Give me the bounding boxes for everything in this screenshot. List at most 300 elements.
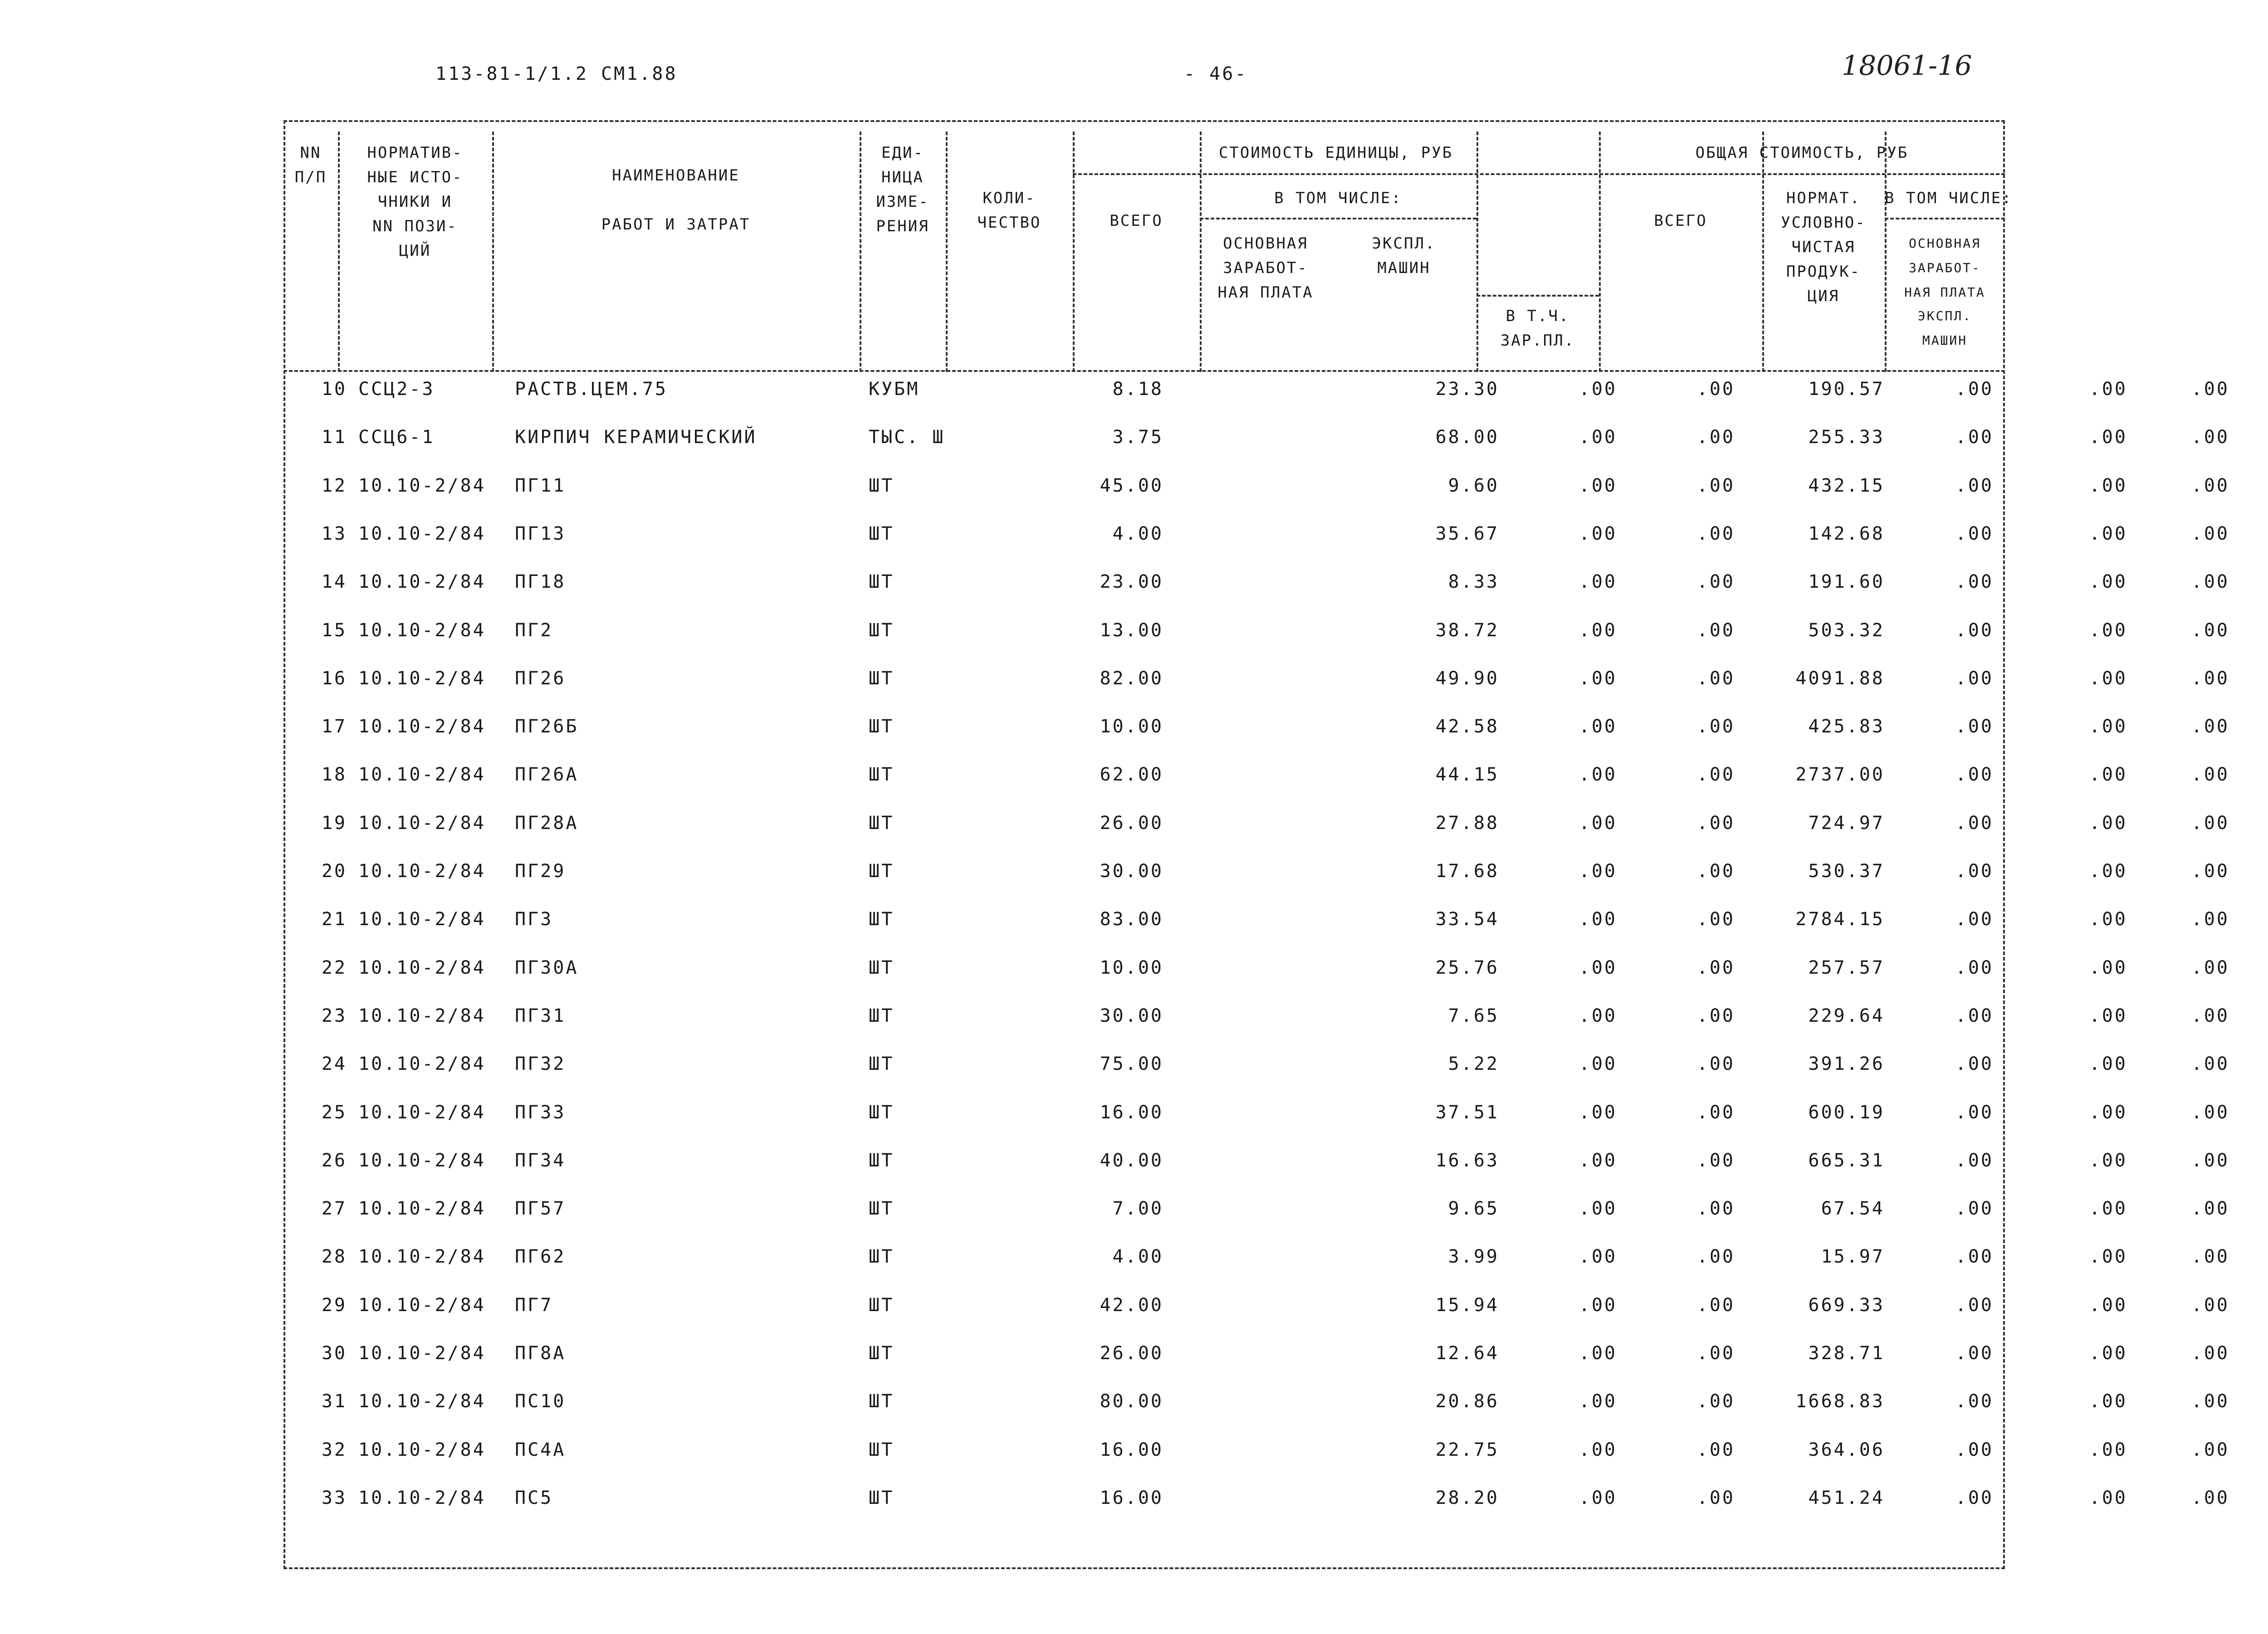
header-unit-cost: СТОИМОСТЬ ЕДИНИЦЫ, РУБ [1218, 144, 1453, 162]
cell-unit-wage: .00 [1579, 1295, 1617, 1316]
cell-normative-output: .00 [1955, 1488, 1994, 1508]
cell-row-number: 14 [321, 571, 347, 592]
cell-unit-wage: .00 [1579, 813, 1617, 834]
cell-total-machine: .00 [2191, 379, 2229, 400]
cell-unit-wage: .00 [1579, 716, 1617, 737]
header-qty: КОЛИ- ЧЕСТВО [977, 189, 1041, 232]
cell-total-cost: 1668.83 [1795, 1391, 1885, 1412]
cell-unit-machine: .00 [1696, 1005, 1735, 1026]
cell-norm-source: 10.10-2/84 [358, 909, 486, 930]
cell-work-name: ПГ57 [515, 1198, 566, 1219]
cell-unit-machine: .00 [1696, 909, 1735, 930]
cell-unit-wage: .00 [1579, 861, 1617, 882]
table-row [284, 379, 2229, 427]
cell-quantity: 80.00 [1100, 1391, 1163, 1412]
cell-total-cost: 328.71 [1808, 1343, 1885, 1364]
cell-quantity: 16.00 [1100, 1488, 1163, 1508]
cell-work-name: ПГ30А [515, 957, 579, 978]
cell-unit: ШТ [869, 764, 894, 785]
cell-unit-machine: .00 [1696, 716, 1735, 737]
cell-unit-wage: .00 [1579, 1150, 1617, 1171]
header-total-mach: ЭКСПЛ. МАШИН [1917, 308, 1972, 348]
cell-total-wage: .00 [2089, 1295, 2127, 1316]
cell-total-wage: .00 [2089, 1198, 2127, 1219]
cell-unit-wage: .00 [1579, 1391, 1617, 1412]
cell-norm-source: ССЦ2-3 [358, 379, 435, 400]
cell-work-name: ПГ7 [515, 1295, 553, 1316]
cell-work-name: ПГ32 [515, 1054, 566, 1074]
cell-work-name: ПС10 [515, 1391, 566, 1412]
cell-total-wage: .00 [2089, 1488, 2127, 1508]
cell-work-name: ПГ13 [515, 523, 566, 544]
cell-total-machine: .00 [2191, 1246, 2229, 1267]
cell-row-number: 23 [321, 1005, 347, 1026]
cell-unit-wage: .00 [1579, 523, 1617, 544]
cell-unit-cost: 38.72 [1435, 620, 1499, 641]
table-row [284, 716, 2229, 764]
cell-unit-cost: 27.88 [1435, 813, 1499, 834]
cell-normative-output: .00 [1955, 1198, 1994, 1219]
cell-unit: ШТ [869, 1488, 894, 1508]
cell-total-cost: 191.60 [1808, 571, 1885, 592]
cell-work-name: ПГ31 [515, 1005, 566, 1026]
cell-unit: ШТ [869, 716, 894, 737]
cell-normative-output: .00 [1955, 379, 1994, 400]
cell-work-name: РАСТВ.ЦЕМ.75 [515, 379, 668, 400]
cell-total-machine: .00 [2191, 909, 2229, 930]
header-unit-mach: ЭКСПЛ. МАШИН [1372, 234, 1436, 277]
cell-norm-source: 10.10-2/84 [358, 571, 486, 592]
cell-total-wage: .00 [2089, 379, 2127, 400]
cell-norm-source: 10.10-2/84 [358, 1488, 486, 1508]
cell-unit-machine: .00 [1696, 764, 1735, 785]
cell-work-name: ПГ11 [515, 475, 566, 496]
cell-total-cost: 724.97 [1808, 813, 1885, 834]
cell-quantity: 40.00 [1100, 1150, 1163, 1171]
cell-normative-output: .00 [1955, 1439, 1994, 1460]
cell-total-wage: .00 [2089, 1343, 2127, 1364]
cell-norm-source: 10.10-2/84 [358, 1246, 486, 1267]
cell-work-name: ПГ62 [515, 1246, 566, 1267]
cell-normative-output: .00 [1955, 957, 1994, 978]
cell-unit: ШТ [869, 1054, 894, 1074]
cell-row-number: 20 [321, 861, 347, 882]
cell-quantity: 26.00 [1100, 813, 1163, 834]
cell-total-machine: .00 [2191, 1102, 2229, 1123]
cell-quantity: 83.00 [1100, 909, 1163, 930]
cell-quantity: 23.00 [1100, 571, 1163, 592]
cell-row-number: 12 [321, 475, 347, 496]
cell-unit-cost: 17.68 [1435, 861, 1499, 882]
cell-unit-cost: 12.64 [1435, 1343, 1499, 1364]
cell-unit-wage: .00 [1579, 1343, 1617, 1364]
cell-row-number: 16 [321, 668, 347, 689]
cell-normative-output: .00 [1955, 1005, 1994, 1026]
cell-unit-machine: .00 [1696, 379, 1735, 400]
cell-total-cost: 600.19 [1808, 1102, 1885, 1123]
cell-total-machine: .00 [2191, 1488, 2229, 1508]
cell-normative-output: .00 [1955, 427, 1994, 448]
cell-total-wage: .00 [2089, 523, 2127, 544]
cell-normative-output: .00 [1955, 1150, 1994, 1171]
cell-unit-cost: 25.76 [1435, 957, 1499, 978]
cell-row-number: 33 [321, 1488, 347, 1508]
cell-norm-source: 10.10-2/84 [358, 957, 486, 978]
cell-total-wage: .00 [2089, 1391, 2127, 1412]
cell-norm-source: 10.10-2/84 [358, 1343, 486, 1364]
cell-quantity: 7.00 [1112, 1198, 1163, 1219]
cell-total-wage: .00 [2089, 764, 2127, 785]
cell-row-number: 31 [321, 1391, 347, 1412]
cell-unit-wage: .00 [1579, 1488, 1617, 1508]
header-total-norm: НОРМАТ. УСЛОВНО- ЧИСТАЯ ПРОДУК- ЦИЯ [1781, 189, 1866, 305]
cell-total-cost: 255.33 [1808, 427, 1885, 448]
cell-work-name: ПГ29 [515, 861, 566, 882]
table-row [284, 1343, 2229, 1391]
table-row [284, 1488, 2229, 1536]
cell-total-machine: .00 [2191, 620, 2229, 641]
cell-total-cost: 364.06 [1808, 1439, 1885, 1460]
header-name: НАИМЕНОВАНИЕ РАБОТ И ЗАТРАТ [601, 166, 751, 234]
cell-unit-wage: .00 [1579, 957, 1617, 978]
cell-row-number: 19 [321, 813, 347, 834]
cell-total-cost: 432.15 [1808, 475, 1885, 496]
cell-unit-machine: .00 [1696, 1246, 1735, 1267]
table-row [284, 475, 2229, 523]
cell-row-number: 13 [321, 523, 347, 544]
cell-unit-wage: .00 [1579, 1054, 1617, 1074]
cell-quantity: 4.00 [1112, 1246, 1163, 1267]
table-row [284, 1054, 2229, 1102]
cell-unit-cost: 35.67 [1435, 523, 1499, 544]
cell-norm-source: 10.10-2/84 [358, 620, 486, 641]
cell-total-machine: .00 [2191, 427, 2229, 448]
cell-total-machine: .00 [2191, 716, 2229, 737]
cell-unit: ШТ [869, 523, 894, 544]
cell-quantity: 26.00 [1100, 1343, 1163, 1364]
table-row [284, 668, 2229, 716]
table-row [284, 1150, 2229, 1198]
cell-unit-cost: 68.00 [1435, 427, 1499, 448]
cell-total-wage: .00 [2089, 475, 2127, 496]
cell-row-number: 27 [321, 1198, 347, 1219]
cell-unit-cost: 49.90 [1435, 668, 1499, 689]
table-row [284, 1439, 2229, 1488]
cell-normative-output: .00 [1955, 1054, 1994, 1074]
cell-row-number: 30 [321, 1343, 347, 1364]
table-row [284, 813, 2229, 861]
cell-unit-wage: .00 [1579, 475, 1617, 496]
cell-unit-machine: .00 [1696, 861, 1735, 882]
table-row [284, 764, 2229, 812]
cell-unit-wage: .00 [1579, 764, 1617, 785]
cell-unit-cost: 20.86 [1435, 1391, 1499, 1412]
cell-work-name: ПС5 [515, 1488, 553, 1508]
cell-total-machine: .00 [2191, 475, 2229, 496]
cell-row-number: 21 [321, 909, 347, 930]
cell-norm-source: ССЦ6-1 [358, 427, 435, 448]
cell-total-cost: 142.68 [1808, 523, 1885, 544]
cell-normative-output: .00 [1955, 861, 1994, 882]
cell-total-machine: .00 [2191, 1150, 2229, 1171]
cell-norm-source: 10.10-2/84 [358, 668, 486, 689]
cell-total-cost: 4091.88 [1795, 668, 1885, 689]
cell-total-wage: .00 [2089, 571, 2127, 592]
cell-unit: ШТ [869, 1343, 894, 1364]
cell-work-name: ПГ28А [515, 813, 579, 834]
cell-total-machine: .00 [2191, 1198, 2229, 1219]
cell-total-cost: 67.54 [1821, 1198, 1885, 1219]
cell-work-name: ПГ3 [515, 909, 553, 930]
cell-total-cost: 451.24 [1808, 1488, 1885, 1508]
cell-total-cost: 530.37 [1808, 861, 1885, 882]
cell-row-number: 10 [321, 379, 347, 400]
cell-total-cost: 2737.00 [1795, 764, 1885, 785]
cell-norm-source: 10.10-2/84 [358, 475, 486, 496]
cell-work-name: КИРПИЧ КЕРАМИЧЕСКИЙ [515, 427, 757, 448]
cell-unit-cost: 8.33 [1448, 571, 1499, 592]
cell-total-wage: .00 [2089, 1439, 2127, 1460]
cell-total-wage: .00 [2089, 1150, 2127, 1171]
cell-row-number: 24 [321, 1054, 347, 1074]
cell-unit-machine: .00 [1696, 475, 1735, 496]
cell-quantity: 30.00 [1100, 1005, 1163, 1026]
cell-total-cost: 190.57 [1808, 379, 1885, 400]
cell-unit-cost: 5.22 [1448, 1054, 1499, 1074]
cell-total-cost: 425.83 [1808, 716, 1885, 737]
cell-quantity: 62.00 [1100, 764, 1163, 785]
cell-quantity: 16.00 [1100, 1102, 1163, 1123]
cell-total-cost: 391.26 [1808, 1054, 1885, 1074]
cell-unit-wage: .00 [1579, 909, 1617, 930]
cell-normative-output: .00 [1955, 1246, 1994, 1267]
cell-row-number: 32 [321, 1439, 347, 1460]
table-row [284, 1198, 2229, 1246]
cell-unit-machine: .00 [1696, 957, 1735, 978]
cell-quantity: 4.00 [1112, 523, 1163, 544]
cell-norm-source: 10.10-2/84 [358, 1005, 486, 1026]
cell-unit-cost: 22.75 [1435, 1439, 1499, 1460]
cell-normative-output: .00 [1955, 620, 1994, 641]
cell-normative-output: .00 [1955, 1295, 1994, 1316]
cell-unit: ШТ [869, 620, 894, 641]
cell-norm-source: 10.10-2/84 [358, 1391, 486, 1412]
cell-unit-cost: 9.65 [1448, 1198, 1499, 1219]
cell-work-name: ПГ26 [515, 668, 566, 689]
cell-quantity: 10.00 [1100, 716, 1163, 737]
cell-total-wage: .00 [2089, 909, 2127, 930]
cell-unit-cost: 9.60 [1448, 475, 1499, 496]
header-unit: ЕДИ- НИЦА ИЗМЕ- РЕНИЯ [876, 144, 929, 235]
cell-normative-output: .00 [1955, 475, 1994, 496]
cell-quantity: 3.75 [1112, 427, 1163, 448]
cell-unit-cost: 33.54 [1435, 909, 1499, 930]
cell-normative-output: .00 [1955, 909, 1994, 930]
cell-total-wage: .00 [2089, 861, 2127, 882]
header-total-total: ВСЕГО [1654, 212, 1707, 230]
cell-norm-source: 10.10-2/84 [358, 861, 486, 882]
cell-work-name: ПГ33 [515, 1102, 566, 1123]
cell-work-name: ПГ34 [515, 1150, 566, 1171]
cell-unit: ШТ [869, 475, 894, 496]
cell-quantity: 75.00 [1100, 1054, 1163, 1074]
cell-unit: ШТ [869, 668, 894, 689]
header-total-wage: ОСНОВНАЯ ЗАРАБОТ- НАЯ ПЛАТА [1904, 236, 1985, 300]
cell-row-number: 17 [321, 716, 347, 737]
cell-unit-machine: .00 [1696, 523, 1735, 544]
cell-row-number: 22 [321, 957, 347, 978]
cell-quantity: 8.18 [1112, 379, 1163, 400]
cell-total-wage: .00 [2089, 427, 2127, 448]
cell-unit: ШТ [869, 1150, 894, 1171]
table-row [284, 861, 2229, 909]
cell-total-machine: .00 [2191, 813, 2229, 834]
cell-total-machine: .00 [2191, 1005, 2229, 1026]
cell-norm-source: 10.10-2/84 [358, 1439, 486, 1460]
cell-total-machine: .00 [2191, 957, 2229, 978]
cell-unit-wage: .00 [1579, 1439, 1617, 1460]
cell-unit: ШТ [869, 909, 894, 930]
cell-unit-cost: 3.99 [1448, 1246, 1499, 1267]
cell-quantity: 10.00 [1100, 957, 1163, 978]
cell-unit-machine: .00 [1696, 1343, 1735, 1364]
cell-unit: ШТ [869, 1246, 894, 1267]
cell-total-machine: .00 [2191, 1295, 2229, 1316]
cell-unit-machine: .00 [1696, 1488, 1735, 1508]
cell-total-machine: .00 [2191, 668, 2229, 689]
cell-total-machine: .00 [2191, 571, 2229, 592]
table-row [284, 957, 2229, 1005]
table-row [284, 1391, 2229, 1439]
cell-unit: ШТ [869, 1005, 894, 1026]
cell-norm-source: 10.10-2/84 [358, 764, 486, 785]
cell-row-number: 25 [321, 1102, 347, 1123]
cell-work-name: ПГ26А [515, 764, 579, 785]
table-row [284, 1005, 2229, 1054]
table-row [284, 523, 2229, 571]
cell-unit-machine: .00 [1696, 620, 1735, 641]
cell-quantity: 42.00 [1100, 1295, 1163, 1316]
table-row [284, 571, 2229, 619]
cell-unit-machine: .00 [1696, 571, 1735, 592]
table-header [284, 132, 2013, 372]
cell-unit-cost: 7.65 [1448, 1005, 1499, 1026]
cell-normative-output: .00 [1955, 1343, 1994, 1364]
cell-unit-machine: .00 [1696, 1198, 1735, 1219]
cell-unit-wage: .00 [1579, 668, 1617, 689]
cell-unit-machine: .00 [1696, 668, 1735, 689]
cell-unit-cost: 28.20 [1435, 1488, 1499, 1508]
cell-total-cost: 669.33 [1808, 1295, 1885, 1316]
cell-unit-machine: .00 [1696, 1102, 1735, 1123]
cell-total-machine: .00 [2191, 1391, 2229, 1412]
cell-norm-source: 10.10-2/84 [358, 1102, 486, 1123]
cell-work-name: ПГ8А [515, 1343, 566, 1364]
cell-total-wage: .00 [2089, 1102, 2127, 1123]
cell-unit: ШТ [869, 1439, 894, 1460]
cell-unit-wage: .00 [1579, 1198, 1617, 1219]
cell-total-machine: .00 [2191, 1343, 2229, 1364]
header-unit-total: ВСЕГО [1110, 212, 1163, 230]
cell-quantity: 82.00 [1100, 668, 1163, 689]
cell-total-machine: .00 [2191, 764, 2229, 785]
handwritten-number: 18061-16 [1842, 50, 1972, 82]
cell-unit: ТЫС. Ш [869, 427, 945, 448]
cell-unit-machine: .00 [1696, 1054, 1735, 1074]
cell-total-wage: .00 [2089, 1005, 2127, 1026]
cell-normative-output: .00 [1955, 668, 1994, 689]
cell-unit-machine: .00 [1696, 1150, 1735, 1171]
cell-quantity: 30.00 [1100, 861, 1163, 882]
cell-unit-wage: .00 [1579, 379, 1617, 400]
cell-unit-wage: .00 [1579, 620, 1617, 641]
cell-unit: ШТ [869, 957, 894, 978]
cell-row-number: 26 [321, 1150, 347, 1171]
cell-quantity: 16.00 [1100, 1439, 1163, 1460]
cell-unit-machine: .00 [1696, 813, 1735, 834]
cell-unit-machine: .00 [1696, 1391, 1735, 1412]
cell-total-cost: 2784.15 [1795, 909, 1885, 930]
cell-norm-source: 10.10-2/84 [358, 716, 486, 737]
cell-unit-machine: .00 [1696, 1295, 1735, 1316]
cell-total-machine: .00 [2191, 523, 2229, 544]
page-number: - 46- [1184, 63, 1248, 84]
cell-unit: ШТ [869, 861, 894, 882]
cell-normative-output: .00 [1955, 764, 1994, 785]
cell-unit: ШТ [869, 1295, 894, 1316]
cell-unit-cost: 44.15 [1435, 764, 1499, 785]
cell-work-name: ПГ2 [515, 620, 553, 641]
cell-unit-cost: 23.30 [1435, 379, 1499, 400]
table-row [284, 1102, 2229, 1150]
cell-work-name: ПГ26Б [515, 716, 579, 737]
header-total-incl: В ТОМ ЧИСЛЕ: [1885, 189, 2013, 207]
cell-norm-source: 10.10-2/84 [358, 1198, 486, 1219]
cell-normative-output: .00 [1955, 813, 1994, 834]
cell-quantity: 45.00 [1100, 475, 1163, 496]
cell-norm-source: 10.10-2/84 [358, 813, 486, 834]
cell-total-wage: .00 [2089, 813, 2127, 834]
cell-unit-wage: .00 [1579, 571, 1617, 592]
cell-total-wage: .00 [2089, 668, 2127, 689]
cell-work-name: ПГ18 [515, 571, 566, 592]
cell-total-wage: .00 [2089, 620, 2127, 641]
cell-total-cost: 257.57 [1808, 957, 1885, 978]
header-num: NN П/П [294, 144, 327, 186]
cell-normative-output: .00 [1955, 716, 1994, 737]
header-unit-incl: В ТОМ ЧИСЛЕ: [1274, 189, 1402, 207]
cell-unit: ШТ [869, 1102, 894, 1123]
cell-total-cost: 503.32 [1808, 620, 1885, 641]
cell-normative-output: .00 [1955, 571, 1994, 592]
header-total-cost: ОБЩАЯ СТОИМОСТЬ, РУБ [1695, 144, 1909, 162]
table-row [284, 620, 2229, 668]
cell-total-cost: 15.97 [1821, 1246, 1885, 1267]
cell-unit: КУБМ [869, 379, 920, 400]
cell-unit: ШТ [869, 571, 894, 592]
cell-row-number: 28 [321, 1246, 347, 1267]
table-row [284, 909, 2229, 957]
cell-unit-wage: .00 [1579, 1102, 1617, 1123]
cell-total-wage: .00 [2089, 957, 2127, 978]
cell-unit-wage: .00 [1579, 1005, 1617, 1026]
cell-norm-source: 10.10-2/84 [358, 1150, 486, 1171]
cell-work-name: ПС4А [515, 1439, 566, 1460]
cell-row-number: 15 [321, 620, 347, 641]
cell-unit-machine: .00 [1696, 427, 1735, 448]
header-unit-wage: ОСНОВНАЯ ЗАРАБОТ- НАЯ ПЛАТА [1217, 234, 1314, 302]
header-unit-mach-wage: В Т.Ч. ЗАР.ПЛ. [1500, 307, 1575, 350]
